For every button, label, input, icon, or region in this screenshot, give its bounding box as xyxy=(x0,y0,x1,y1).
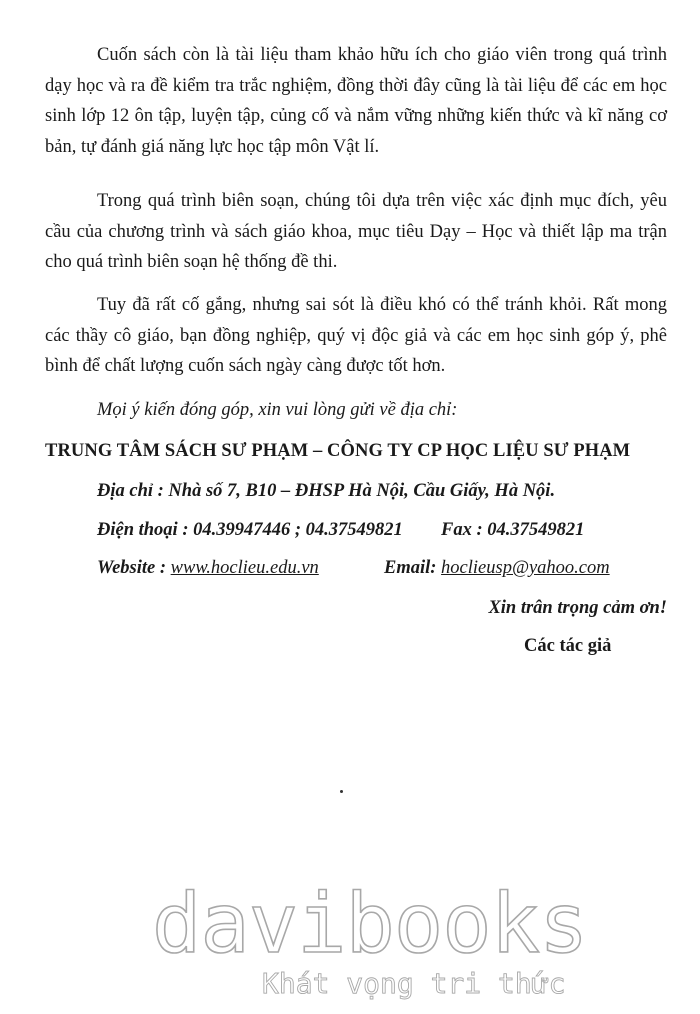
paragraph-method xyxy=(45,186,667,278)
contact-phone-row xyxy=(97,520,585,541)
website-label: Website : xyxy=(97,558,171,578)
contact-invite: Mọi ý kiến đóng góp, xin vui lòng gửi về địa chỉ: xyxy=(97,400,458,420)
contact-web-row xyxy=(97,558,610,579)
email-link[interactable]: hoclieusp@yahoo.com xyxy=(441,558,610,578)
contact-address: Địa chỉ : Nhà số 7, B10 – ĐHSP Hà Nội, Cầu Giấy, Hà Nội. xyxy=(97,481,556,501)
contact-fax: Fax : 04.37549821 xyxy=(441,520,585,540)
contact-phone: Điện thoại : 04.39947446 ; 04.37549821 xyxy=(97,520,403,540)
closing-thanks: Xin trân trọng cảm ơn! xyxy=(488,598,667,618)
organization-name: TRUNG TÂM SÁCH SƯ PHẠM – CÔNG TY CP HỌC LIỆU SƯ PHẠM xyxy=(45,441,631,461)
email-label: Email: xyxy=(384,558,442,578)
ink-speck xyxy=(340,790,343,793)
paragraph-intro-text: Cuốn sách còn là tài liệu tham khảo hữu ích cho giáo viên trong quá trình dạy học và ra đề kiểm tra trắc nghiệm, đồng thời đây cũng là tài liệu để các em học sinh lớp 12 ôn tập, luyện tập, củng cố và nắm vững những kiến thức và kĩ năng cơ bản, tự đánh giá năng lực học tập môn Vật lí. xyxy=(45,45,667,157)
website-link[interactable]: www.hoclieu.edu.vn xyxy=(170,558,319,578)
paragraph-feedback-text: Tuy đã rất cố gắng, nhưng sai sót là điều khó có thể tránh khỏi. Rất mong các thầy cô giáo, bạn đồng nghiệp, quý vị độc giả và các em học sinh góp ý, phê bình để chất lượng cuốn sách ngày càng được tốt hơn. xyxy=(45,295,667,376)
closing-authors: Các tác giả xyxy=(524,636,612,656)
watermark-tagline: Khát vọng tri thức xyxy=(262,967,566,1000)
paragraph-intro xyxy=(45,40,667,162)
paragraph-method-text: Trong quá trình biên soạn, chúng tôi dựa trên việc xác định mục đích, yêu cầu của chương trình và sách giáo khoa, mục tiêu Dạy – Học và thiết lập ma trận cho quá trình biên soạn hệ thống đề thi. xyxy=(45,191,667,272)
watermark-logo: davibooks xyxy=(152,877,588,972)
paragraph-feedback xyxy=(45,290,667,382)
email-group xyxy=(384,558,610,579)
